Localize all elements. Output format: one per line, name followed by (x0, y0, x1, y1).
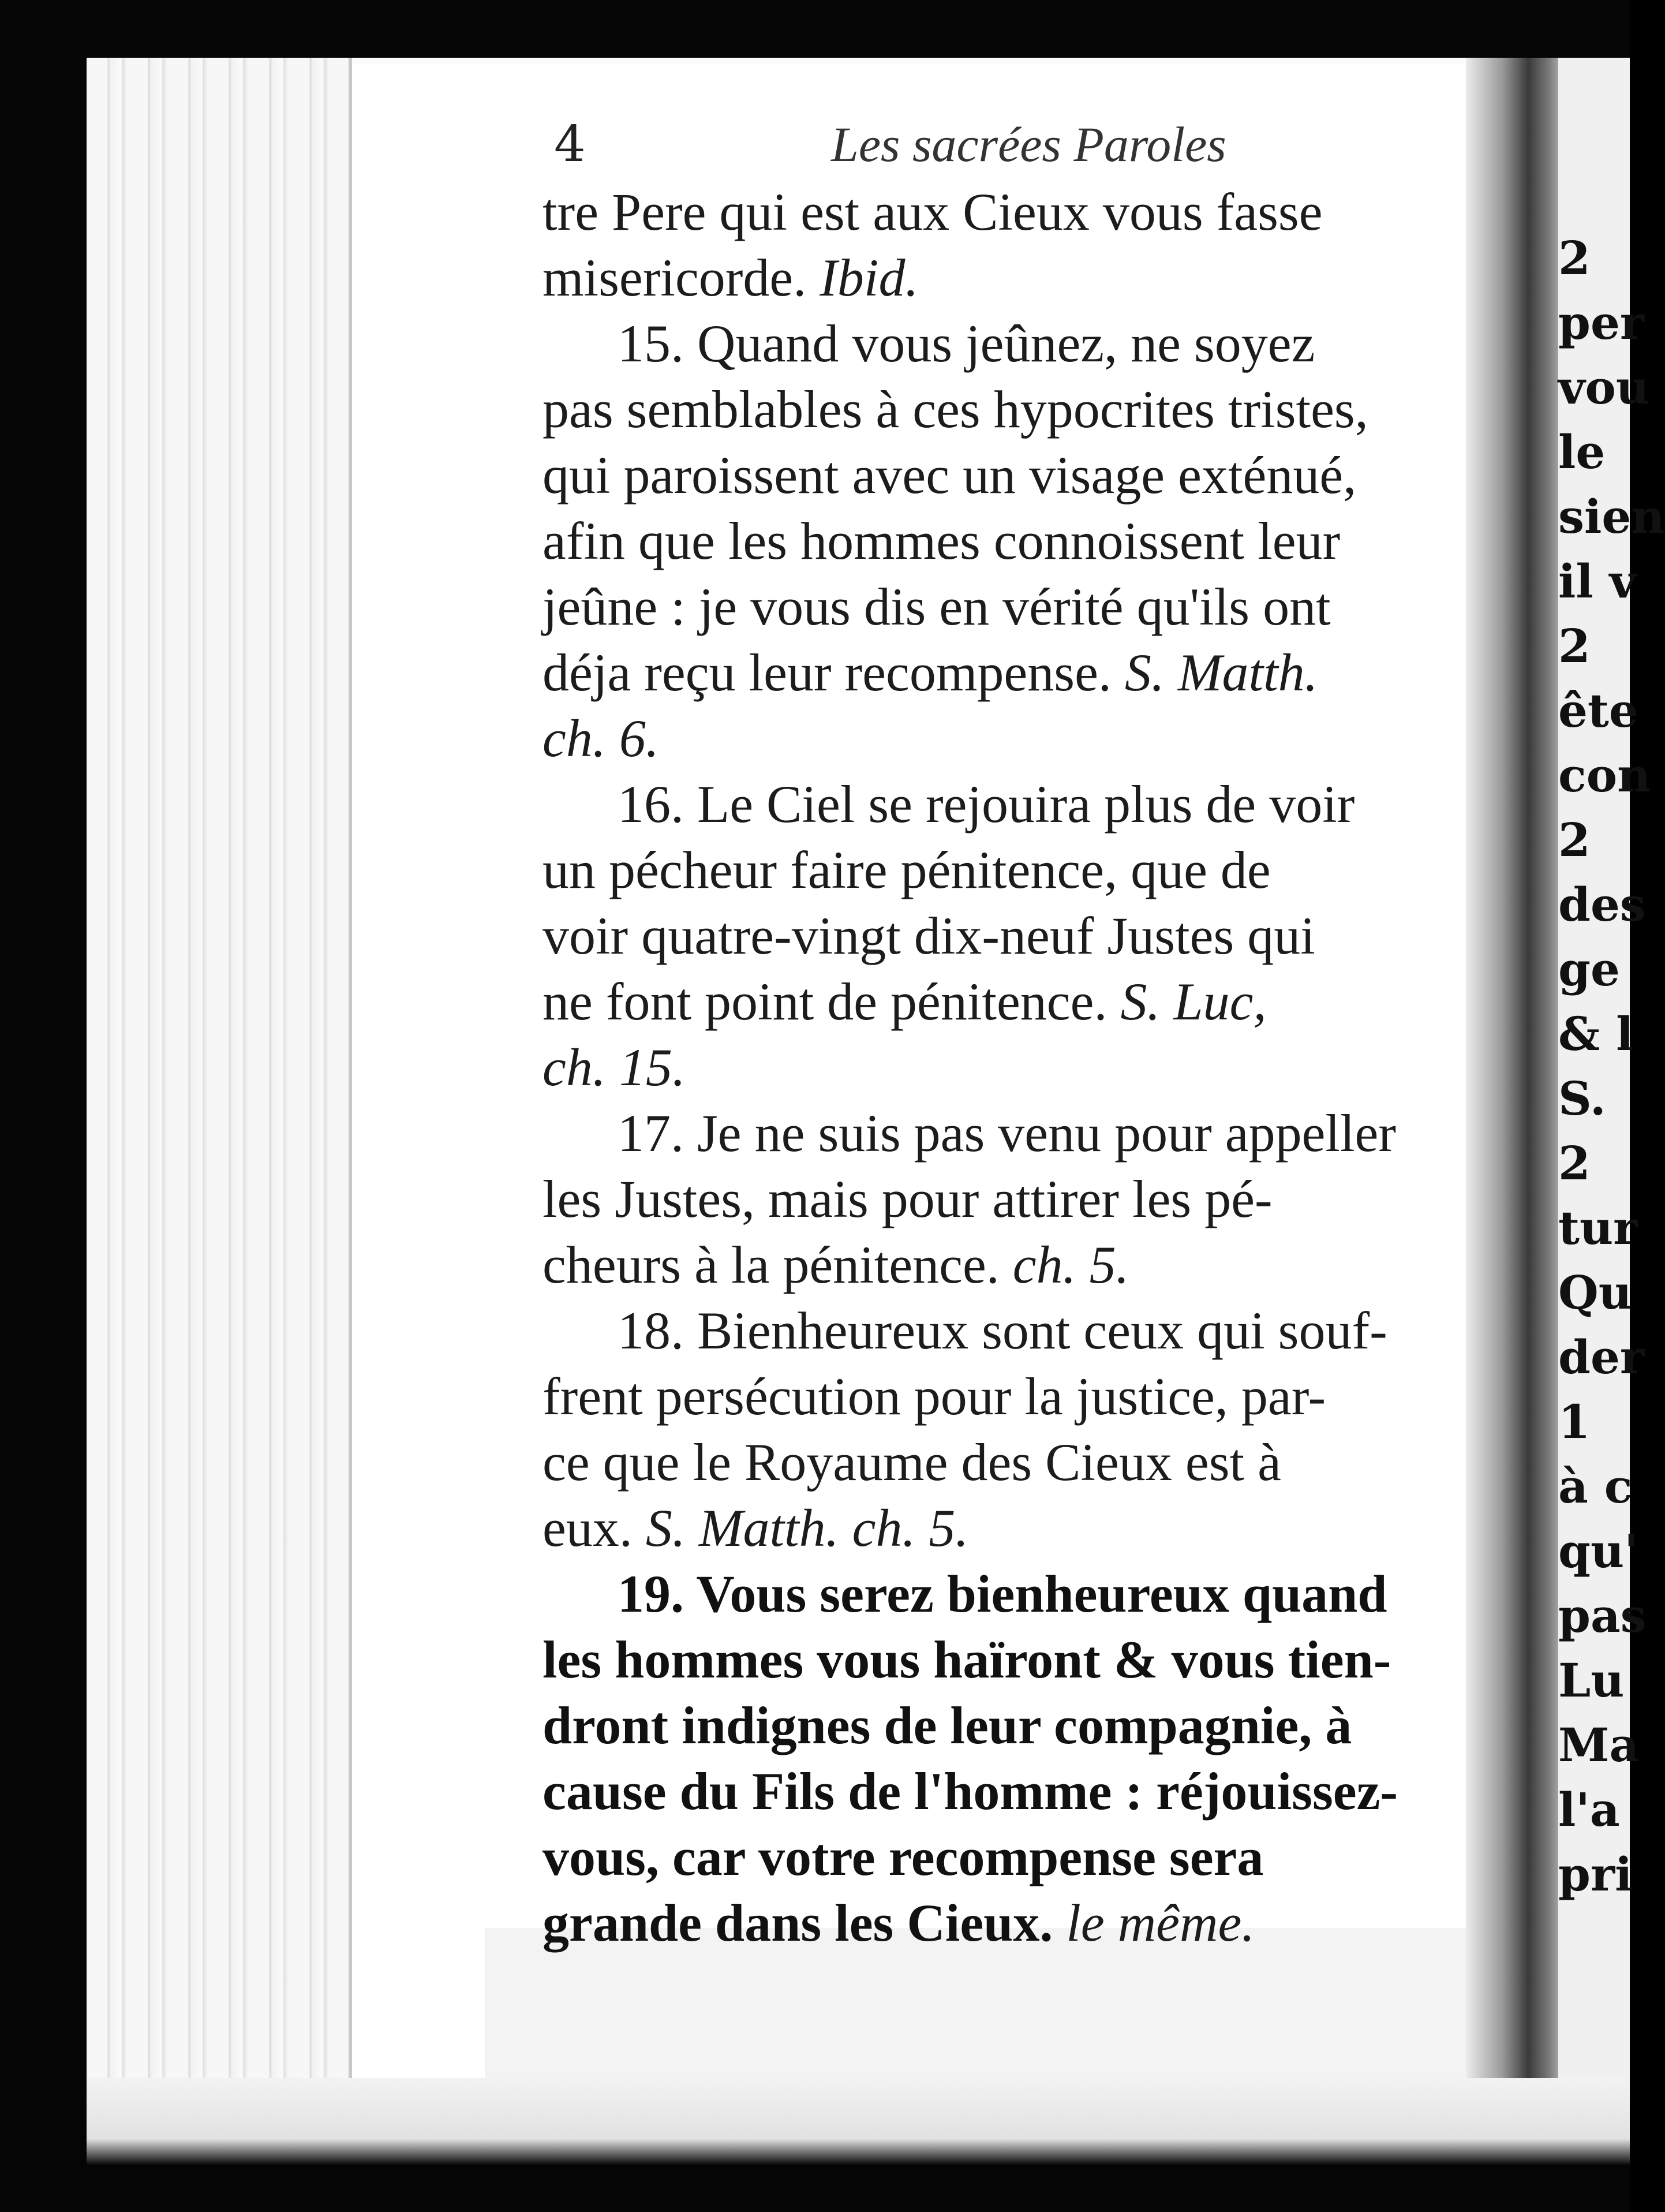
book-gutter (1466, 58, 1570, 2113)
text-line (542, 1232, 1443, 1298)
scripture-reference: S. Luc, (1120, 972, 1267, 1031)
line-text: afin que les hommes connoissent leur (542, 511, 1341, 570)
facing-page-text: pas (1558, 1589, 1647, 1643)
line-text: eux. (542, 1499, 633, 1557)
facing-page-text: vou (1558, 360, 1650, 414)
text-line (542, 1495, 1443, 1561)
scripture-reference: S. Matth. ch. 5. (645, 1499, 969, 1557)
line-text: 15. Quand vous jeûnez, ne soyez (618, 314, 1315, 373)
text-line (542, 1890, 1443, 1956)
text-line (542, 376, 1443, 442)
facing-page-text: con (1558, 748, 1651, 802)
facing-page-text: der (1558, 1330, 1644, 1384)
line-text: frent persécution pour la justice, par- (542, 1367, 1326, 1426)
facing-page-text: 2 (1558, 231, 1591, 285)
line-text: un pécheur faire pénitence, que de (542, 840, 1271, 899)
facing-page-text: sien (1558, 490, 1665, 544)
line-text: ce que le Royaume des Cieux est à (542, 1433, 1281, 1492)
text-line (542, 1100, 1443, 1166)
scripture-reference: ch. 5. (1012, 1235, 1129, 1294)
facing-page-text: 2 (1558, 813, 1591, 867)
text-line (542, 1692, 1443, 1758)
running-title: Les sacrées Paroles (831, 117, 1226, 172)
scripture-reference: ch. 6. (542, 709, 659, 768)
line-text: ne font point de pénitence. (542, 972, 1107, 1031)
facing-page-text: l'a (1558, 1783, 1620, 1837)
facing-page-text: Qu (1558, 1265, 1632, 1320)
line-text: misericorde. (542, 248, 807, 307)
line-text: tre Pere qui est aux Cieux vous fasse (542, 182, 1323, 241)
facing-page-text: il v (1558, 554, 1637, 608)
line-text: cause du Fils de l'homme : réjouissez- (542, 1762, 1398, 1821)
text-line (542, 1166, 1443, 1232)
line-text: vous, car votre recompense sera (542, 1828, 1264, 1886)
line-text: qui paroissent avec un visage exténué, (542, 446, 1357, 505)
facing-page-text: pri (1558, 1847, 1633, 1901)
facing-page-text: qu' (1558, 1524, 1638, 1578)
line-text: les Justes, mais pour attirer les pé- (542, 1169, 1273, 1228)
text-line (542, 1363, 1443, 1429)
text-line (542, 1758, 1443, 1824)
facing-page-text: des (1558, 877, 1646, 932)
text-line (542, 903, 1443, 969)
facing-page-text: S. (1558, 1071, 1606, 1126)
facing-page-text: Lu (1558, 1653, 1625, 1707)
line-text: dront indignes de leur compagnie, à (542, 1696, 1352, 1755)
facing-page-text: 2 (1558, 1136, 1591, 1190)
text-line (542, 1627, 1443, 1692)
scripture-reference: le même. (1066, 1893, 1255, 1952)
page-bottom-edge (87, 2078, 1630, 2165)
text-line (542, 1034, 1443, 1100)
scripture-reference: S. Matth. (1124, 643, 1318, 702)
line-text: pas semblables à ces hypocrites tristes, (542, 380, 1368, 439)
facing-page-text: per (1558, 296, 1644, 350)
facing-page-text: 2 (1558, 619, 1591, 673)
running-head (554, 115, 1431, 179)
facing-page-fragment (1558, 58, 1665, 2113)
body-text (542, 179, 1443, 1956)
text-line (542, 1561, 1443, 1627)
line-text: déja reçu leur recompense. (542, 643, 1112, 702)
line-text: jeûne : je vous dis en vérité qu'ils ont (542, 577, 1331, 636)
text-line (542, 1429, 1443, 1495)
facing-page-text: & l (1558, 1007, 1634, 1061)
text-line (542, 574, 1443, 640)
line-text: voir quatre-vingt dix-neuf Justes qui (542, 906, 1315, 965)
line-text: 18. Bienheureux sont ceux qui souf- (618, 1301, 1387, 1360)
facing-page-text: à c (1558, 1459, 1633, 1514)
line-text: 19. Vous serez bienheureux quand (618, 1564, 1387, 1623)
line-text: grande dans les Cieux. (542, 1893, 1053, 1952)
text-line (542, 705, 1443, 771)
line-text: 16. Le Ciel se rejouira plus de voir (618, 775, 1355, 834)
page-edges (87, 58, 352, 2165)
scripture-reference: Ibid. (820, 248, 919, 307)
text-line (542, 1298, 1443, 1363)
page-number: 4 (554, 115, 586, 173)
facing-page-text: ge (1558, 942, 1620, 996)
text-line (542, 179, 1443, 245)
text-line (542, 442, 1443, 508)
line-text: cheurs à la pénitence. (542, 1235, 1000, 1294)
text-line (542, 640, 1443, 705)
facing-page-text: 1 (1558, 1395, 1591, 1449)
line-text: 17. Je ne suis pas venu pour appeller (618, 1104, 1397, 1163)
scripture-reference: ch. 15. (542, 1038, 686, 1097)
text-line (542, 969, 1443, 1034)
text-line (542, 508, 1443, 574)
facing-page-text: Ma (1558, 1718, 1640, 1772)
text-line (542, 1824, 1443, 1890)
facing-page-text: tur (1558, 1201, 1638, 1255)
text-line (542, 245, 1443, 311)
facing-page-text: ête (1558, 683, 1638, 738)
text-line (542, 311, 1443, 376)
text-line (542, 837, 1443, 903)
text-line (542, 771, 1443, 837)
line-text: les hommes vous haïront & vous tien- (542, 1630, 1391, 1689)
facing-page-text: le (1558, 425, 1606, 479)
